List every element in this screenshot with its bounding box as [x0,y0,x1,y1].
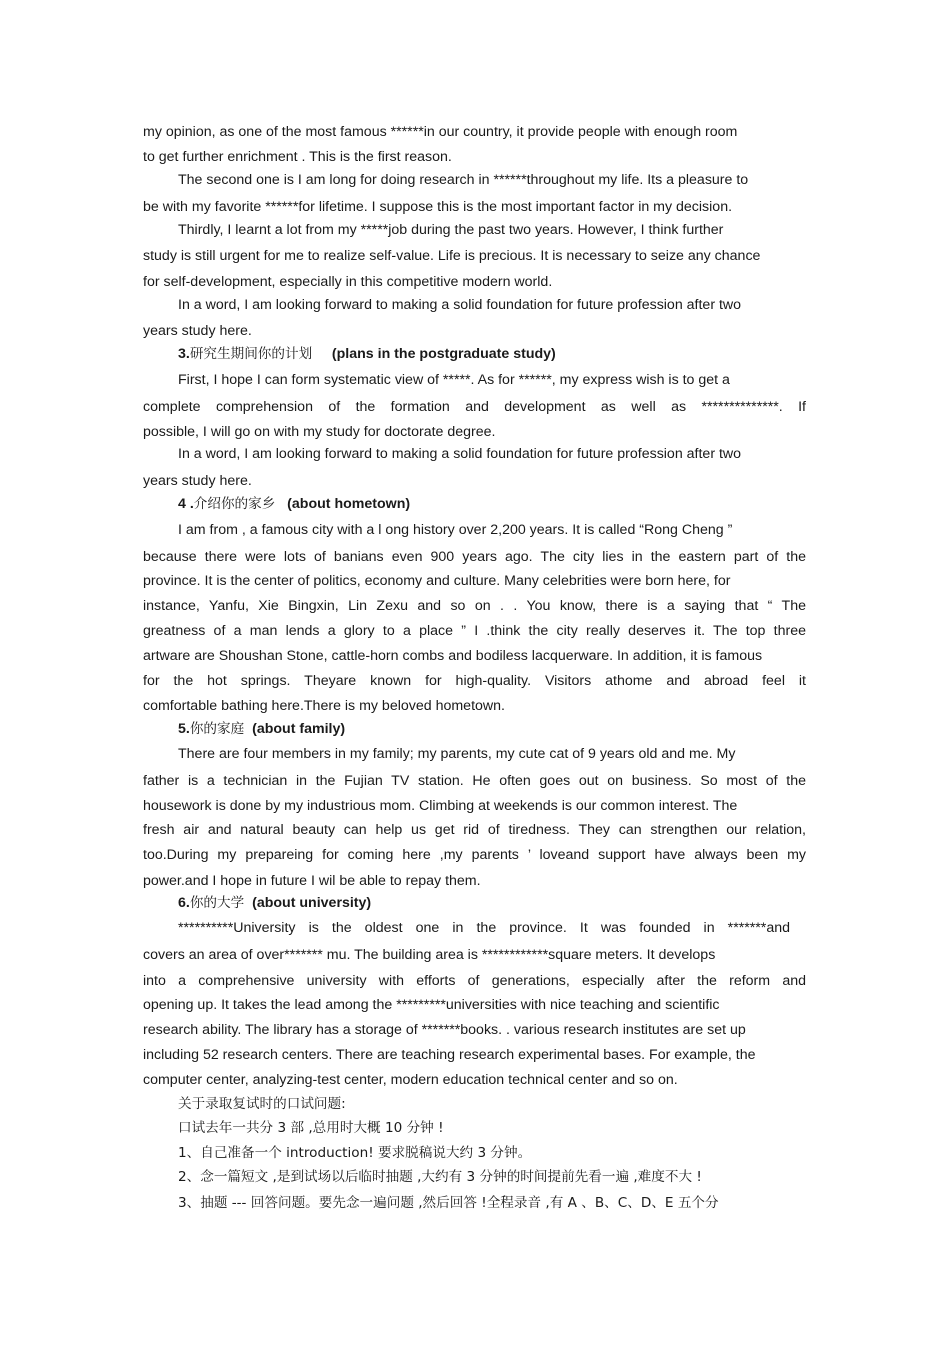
text-line: Thirdly, I learnt a lot from my *****job during the past two years. However, I think further [178,222,724,238]
text-line: possible, I will go on with my study for doctorate degree. [143,424,496,440]
text-line: covers an area of over******* mu. The building area is ************square meters. It develops [143,947,716,963]
text-line: fresh air and natural beauty can help us get rid of tiredness. They can strengthen our relation, [143,822,806,838]
section-heading [178,495,806,513]
section-heading [178,894,806,912]
section-number: 4 . [178,496,194,512]
text-line: into a comprehensive university with efforts of generations, especially after the reform and [143,973,806,989]
text-line: my opinion, as one of the most famous ******in our country, it provide people with enough room [143,124,738,140]
text-line: First, I hope I can form systematic view of *****. As for ******, my express wish is to get a [178,372,730,388]
section-title-cn: 研究生期间你的计划 [189,346,313,362]
section-title-en: (plans in the postgraduate study) [331,346,556,362]
text-line: for the hot springs. Theyare known for high-quality. Visitors athome and abroad feel it [143,673,806,689]
section-heading [178,345,806,363]
text-line: complete comprehension of the formation and development as well as **************. If [143,399,806,415]
notes-line: 2、念一篇短文 ,是到试场以后临时抽题 ,大约有 3 分钟的时间提前先看一遍 ,难度不大 ! [178,1169,702,1185]
text-line: In a word, I am looking forward to making a solid foundation for future profession after two [178,297,742,313]
text-line: for self-development, especially in this competitive modern world. [143,274,553,290]
section-number: 6. [178,895,190,911]
notes-line: 口试去年一共分 3 部 ,总用时大概 10 分钟 ! [178,1120,444,1136]
text-line: housework is done by my industrious mom. Climbing at weekends is our common interest. The [143,798,738,814]
section-title-en: (about hometown) [287,496,411,512]
text-line: including 52 research centers. There are teaching research experimental bases. For example, the [143,1047,756,1063]
text-line: to get further enrichment . This is the first reason. [143,149,452,165]
text-line: **********University is the oldest one in the province. It was founded in *******and [178,920,790,936]
section-title-cn: 介绍你的家乡 [193,496,276,512]
text-line: province. It is the center of politics, economy and culture. Many celebrities were born here, for [143,573,731,589]
text-line: instance, Yanfu, Xie Bingxin, Lin Zexu and so on . . You know, there is a saying that “ The [143,598,806,614]
text-line: years study here. [143,473,252,489]
section-number: 5. [178,721,190,737]
section-title-cn: 你的大学 [189,895,245,911]
text-line: opening up. It takes the lead among the *********universities with nice teaching and scientific [143,997,720,1013]
text-line: There are four members in my family; my parents, my cute cat of 9 years old and me. My [178,746,736,762]
section-number: 3. [178,346,190,362]
text-line: years study here. [143,323,252,339]
notes-line: 3、抽题 --- 回答问题。要先念一遍问题 ,然后回答 !全程录音 ,有 A 、B、C、D、E 五个分 [178,1195,719,1211]
section-title-cn: 你的家庭 [189,721,245,737]
text-line: computer center, analyzing-test center, modern education technical center and so on. [143,1072,678,1088]
text-line: be with my favorite ******for lifetime. I suppose this is the most important factor in my decision. [143,199,733,215]
text-line: I am from , a famous city with a l ong history over 2,200 years. It is called “Rong Cheng ” [178,522,733,538]
section-title-en: (about university) [252,895,372,911]
text-line: father is a technician in the Fujian TV station. He often goes out on business. So most of the [143,773,806,789]
notes-heading: 关于录取复试时的口试问题: [178,1096,346,1112]
text-line: because there were lots of banians even 900 years ago. The city lies in the eastern part of the [143,549,806,565]
text-line: research ability. The library has a storage of *******books. . various research institutes are set up [143,1022,746,1038]
text-line: too.During my prepareing for coming here ,my parents ’ loveand support have always been my [143,847,806,863]
text-line: study is still urgent for me to realize self-value. Life is precious. It is necessary to seize any chance [143,248,761,264]
text-line: greatness of a man lends a glory to a place ” I .think the city really deserves it. The top three [143,623,806,639]
text-line: The second one is I am long for doing research in ******throughout my life. Its a pleasure to [178,172,749,188]
section-heading [178,720,806,738]
section-title-en: (about family) [252,721,346,737]
notes-line: 1、自己准备一个 introduction! 要求脱稿说大约 3 分钟。 [178,1145,532,1161]
text-line: comfortable bathing here.There is my beloved hometown. [143,698,505,714]
text-line: power.and I hope in future I wil be able to repay them. [143,873,481,889]
text-line: artware are Shoushan Stone, cattle-horn combs and bodiless lacquerware. In addition, it is famous [143,648,763,664]
text-line: In a word, I am looking forward to making a solid foundation for future profession after two [178,446,742,462]
